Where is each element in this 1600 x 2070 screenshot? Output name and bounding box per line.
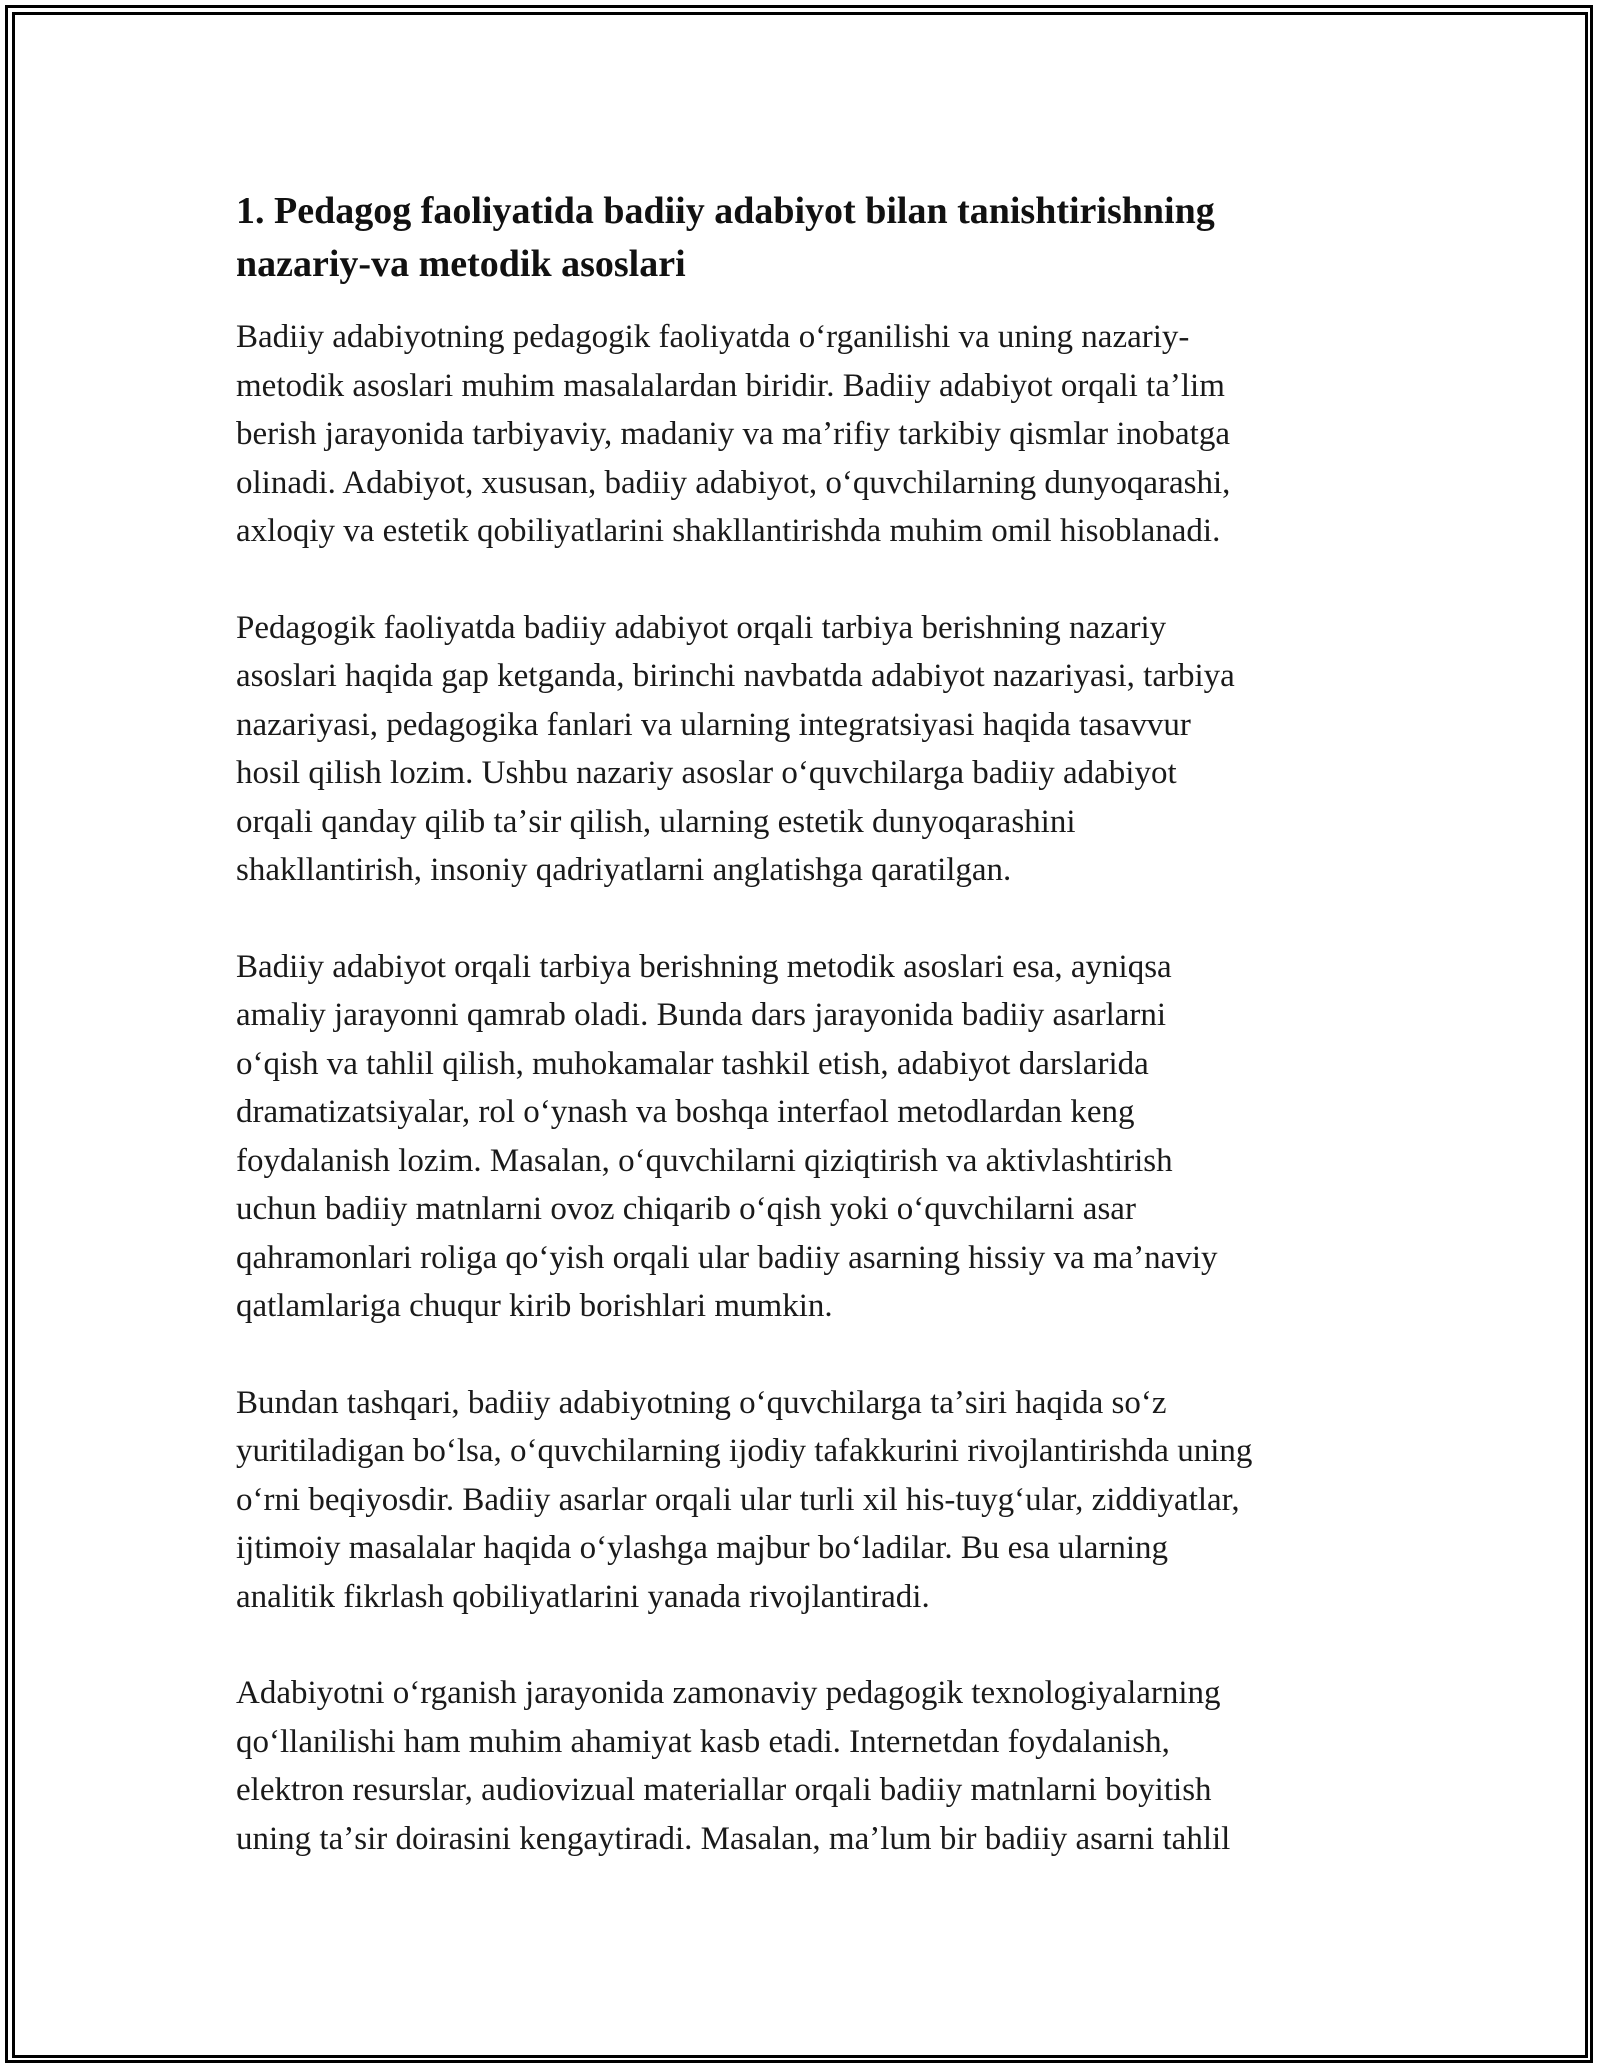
text-line: oʻrni beqiyosdir. Badiiy asarlar orqali ular turli xil his-tuygʻular, ziddiyatlar, [236, 1481, 1240, 1518]
text-line: berish jarayonida tarbiyaviy, madaniy va maʼrifiy tarkibiy qismlar inobatga [236, 416, 1230, 452]
text-line: analitik fikrlash qobiliyatlarini yanada rivojlantiradi. [236, 1578, 930, 1615]
paragraph-5 [236, 1669, 1366, 1863]
heading-line: 1. Pedagog faoliyatida badiiy adabiyot bilan tanishtirishning [236, 190, 1215, 232]
text-line: axloqiy va estetik qobiliyatlarini shakllantirishda muhim omil hisoblanadi. [236, 513, 1221, 549]
text-line: olinadi. Adabiyot, xususan, badiiy adabiyot, oʻquvchilarning dunyoqarashi, [236, 464, 1231, 501]
text-line: yuritiladigan boʻlsa, oʻquvchilarning ijodiy tafakkurini rivojlantirishda uning [236, 1433, 1253, 1469]
text-line: shakllantirish, insoniy qadriyatlarni anglatishga qaratilgan. [236, 852, 1012, 888]
text-line: uning taʼsir doirasini kengaytiradi. Masalan, maʼlum bir badiiy asarni tahlil [236, 1820, 1231, 1857]
text-line: oʻqish va tahlil qilish, muhokamalar tashkil etish, adabiyot darslarida [236, 1045, 1149, 1082]
paragraph-4 [236, 1379, 1366, 1622]
text-line: nazariyasi, pedagogika fanlari va ularning integratsiyasi haqida tasavvur [236, 706, 1191, 743]
text-line: ijtimoiy masalalar haqida oʻylashga majbur boʻladilar. Bu esa ularning [236, 1530, 1168, 1566]
text-line: Pedagogik faoliyatda badiiy adabiyot orqali tarbiya berishning nazariy [236, 609, 1167, 646]
text-line: asoslari haqida gap ketganda, birinchi navbatda adabiyot nazariyasi, tarbiya [236, 658, 1235, 694]
paragraph-3 [236, 943, 1366, 1331]
section-heading [236, 185, 1366, 291]
heading-line: nazariy-va metodik asoslari [236, 243, 686, 285]
text-line: qatlamlariga chuqur kirib borishlari mumkin. [236, 1288, 833, 1324]
text-line: metodik asoslari muhim masalalardan biridir. Badiiy adabiyot orqali taʼlim [236, 367, 1225, 404]
text-line: foydalanish lozim. Masalan, oʻquvchilarni qiziqtirish va aktivlashtirish [236, 1142, 1173, 1179]
text-line: qahramonlari roliga qoʻyish orqali ular badiiy asarning hissiy va maʼnaviy [236, 1239, 1218, 1276]
text-line: amaliy jarayonni qamrab oladi. Bunda dars jarayonida badiiy asarlarni [236, 997, 1167, 1033]
text-line: uchun badiiy matnlarni ovoz chiqarib oʻqish yoki oʻquvchilarni asar [236, 1191, 1136, 1227]
text-line: Adabiyotni oʻrganish jarayonida zamonaviy pedagogik texnologiyalarning [236, 1675, 1221, 1711]
text-line: Badiiy adabiyot orqali tarbiya berishning metodik asoslari esa, ayniqsa [236, 948, 1172, 985]
document-body [236, 185, 1366, 1911]
text-line: Bundan tashqari, badiiy adabiyotning oʻquvchilarga taʼsiri haqida soʻz [236, 1384, 1167, 1421]
text-line: hosil qilish lozim. Ushbu nazariy asoslar oʻquvchilarga badiiy adabiyot [236, 755, 1177, 791]
text-line: elektron resurslar, audiovizual materiallar orqali badiiy matnlarni boyitish [236, 1772, 1212, 1808]
text-line: qoʻllanilishi ham muhim ahamiyat kasb etadi. Internetdan foydalanish, [236, 1723, 1170, 1760]
paragraph-2 [236, 604, 1366, 895]
text-line: Badiiy adabiyotning pedagogik faoliyatda oʻrganilishi va uning nazariy- [236, 319, 1190, 355]
paragraph-1 [236, 313, 1366, 556]
text-line: orqali qanday qilib taʼsir qilish, ularning estetik dunyoqarashini [236, 803, 1076, 840]
text-line: dramatizatsiyalar, rol oʻynash va boshqa interfaol metodlardan keng [236, 1094, 1135, 1130]
